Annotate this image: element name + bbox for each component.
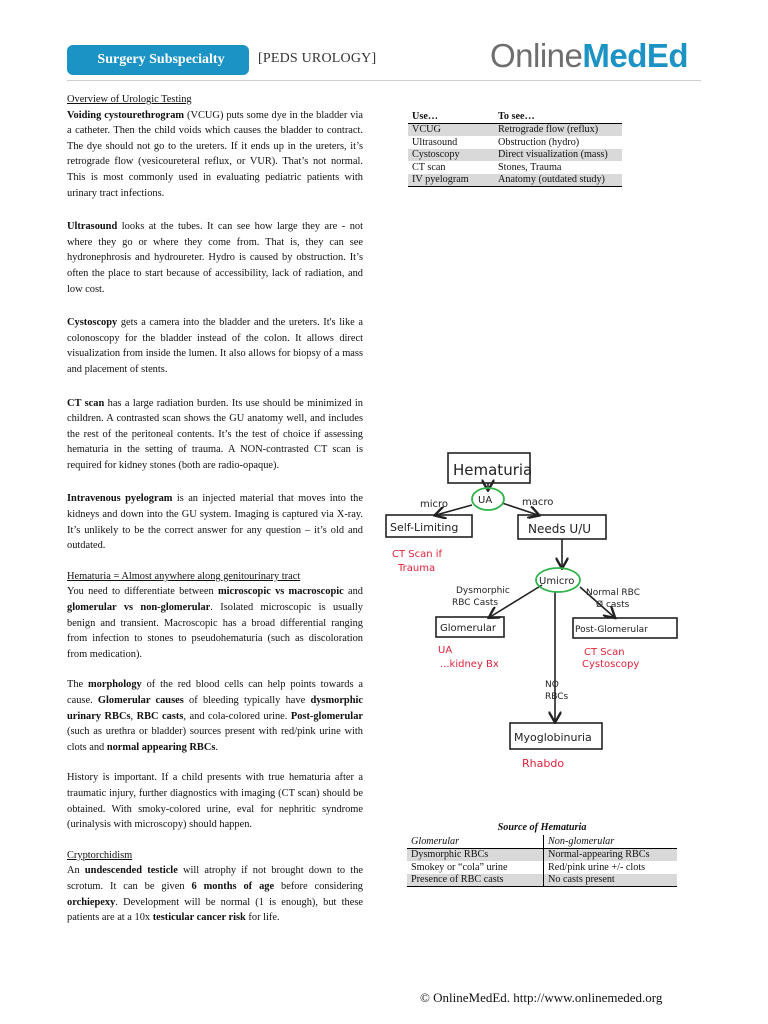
table-row: Presence of RBC casts No casts present [407,874,677,887]
hematuria-flowchart [380,445,680,775]
svg-text:RBCs: RBCs [545,692,569,702]
cystoscopy-paragraph: Cystoscopy gets a camera into the bladder and the ureters. It's like a colonoscopy for the bladder instead of the colon. It allows direct visualization from inside the lumen. It also allows for biopsy of a mass and placement of stents. [67,317,363,375]
svg-text:macro: macro [522,497,554,508]
svg-text:Normal RBC: Normal RBC [586,588,640,598]
table-row: Dysmorphic RBCs Normal-appearing RBCs [407,848,677,861]
table-row: Ultrasound Obstruction (hydro) [412,136,580,148]
svg-text:UA: UA [478,495,493,506]
svg-text:Self-Limiting: Self-Limiting [390,521,459,534]
header-use: Use… [408,110,494,123]
svg-text:UA: UA [438,645,453,656]
svg-text:Cystoscopy: Cystoscopy [582,659,640,670]
source-of-hematuria-table [407,835,677,887]
header-glomerular: Glomerular [407,835,544,848]
svg-text:RBC Casts: RBC Casts [452,598,499,608]
hematuria-paragraph-2: The morphology of the red blood cells can help points towards a cause. Glomerular causes of bleeding typically have dysmorphic urinary RBCs, RBC casts, and cola-colored urine. Post-glomerular (such as urethra or bladder) sources present with red/pink urine with clots and normal appearing RBCs. [67,679,363,753]
table-row: CT scan Stones, Trauma [412,161,562,173]
table-header-row [408,110,622,123]
overview-title: Overview of Urologic Testing [67,94,192,105]
header-non-glomerular: Non-glomerular [544,835,678,848]
svg-text:Rhabdo: Rhabdo [522,757,565,770]
cryptorchidism-paragraph: An undescended testicle will atrophy if not brought down to the scrotum. It can be given 6 months of age before considering orchiepexy. Development will be normal (1 is enough), but these patients are at a 10x testicular cancer risk for life. [67,865,363,924]
svg-text:Needs U/U: Needs U/U [528,522,592,536]
svg-text:Hematuria: Hematuria [453,461,533,479]
svg-text:Umicro: Umicro [539,576,575,587]
page-subtitle: [PEDS UROLOGY] [258,51,377,66]
svg-text:CT Scan: CT Scan [584,647,625,658]
header-to-see: To see… [494,110,622,123]
vcug-paragraph: Voiding cystourethrogram (VCUG) puts some dye in the bladder via a catheter. Then the child voids which causes the bladder to contract. The dye should not go to the ureters. If it ends up in the ureters, it’s retrograde flow (vesicoureteral reflux, or VUR). That’s not normal. This is most commonly used in evaluating pediatric patients with urinary tract infections. [67,109,363,199]
svg-text:NO: NO [545,680,559,690]
hematuria-paragraph-1: You need to differentiate between microscopic vs macroscopic and glomerular vs non-glomerular. Isolated microscopic is usually benign and transient. Macroscopic has a broad differential ranging from infection to stones to pseudohematuria (such as discoloration from medication). [67,586,364,660]
ct-paragraph: CT scan has a large radiation burden. Its use should be minimized in children. A contrasted scan shows the GU anatomy well, and includes the rest of the peritoneal contents. It’s the test of choice if assessing hematuria in the setting of trauma. A NON-contrasted CT scan is required for kidney stones (both are radio-opaque). [67,397,363,471]
urologic-testing-table [408,110,622,187]
header-divider [67,80,701,81]
hematuria-title: Hematuria = Almost anywhere along genitourinary tract [67,570,301,582]
source-table-caption: Source of Hematuria [497,822,587,833]
hematuria-paragraph-3: History is important. If a child presents with true hematuria after a traumatic injury, further diagnostics with imaging (CT scan) should be obtained. With smoky-colored urine, eval for nephritic syndrome (urinalysis with microscopy) should happen. [67,772,363,831]
footer-copyright: © OnlineMedEd. http://www.onlinemeded.org [420,990,663,1005]
svg-text:Post-Glomerular: Post-Glomerular [575,625,648,635]
svg-text:CT Scan if: CT Scan if [392,549,443,560]
table-row: VCUG Retrograde flow (reflux) [408,123,622,136]
onlinemeded-logo: OnlineMedEd [490,37,689,74]
left-column [67,92,363,926]
ultrasound-paragraph: Ultrasound looks at the tubes. It can see how large they are - not where they go or where they come from. That is, they can see hydronephrosis and hydroureter. Hydro is caused by obstruction. It’s often the place to start because of accessibility, lack of radiation, and low cost. [67,221,363,295]
svg-text:...kidney Bx: ...kidney Bx [440,659,499,670]
cryptorchidism-title: Cryptorchidism [67,849,133,861]
table-row: IV pyelogram Anatomy (outdated study) [408,174,622,187]
svg-text:Dysmorphic: Dysmorphic [456,586,510,596]
svg-text:Glomerular: Glomerular [440,623,497,634]
svg-text:Ø casts: Ø casts [596,600,630,610]
svg-text:Trauma: Trauma [398,563,436,574]
ivp-paragraph: Intravenous pyelogram is an injected material that moves into the kidneys and down into the GU system. Imaging is captured via X-ray. It’s unlikely to be the correct answer for any question – it’s old and outdated. [67,493,363,552]
table-header-row [407,835,677,848]
table-row: Cystoscopy Direct visualization (mass) [408,149,622,162]
table-row: Smokey or “cola” urine Red/pink urine +/- clots [407,861,677,874]
svg-text:micro: micro [420,499,449,510]
section-tab: Surgery Subspecialty [67,45,249,75]
svg-text:Myoglobinuria: Myoglobinuria [514,731,592,744]
